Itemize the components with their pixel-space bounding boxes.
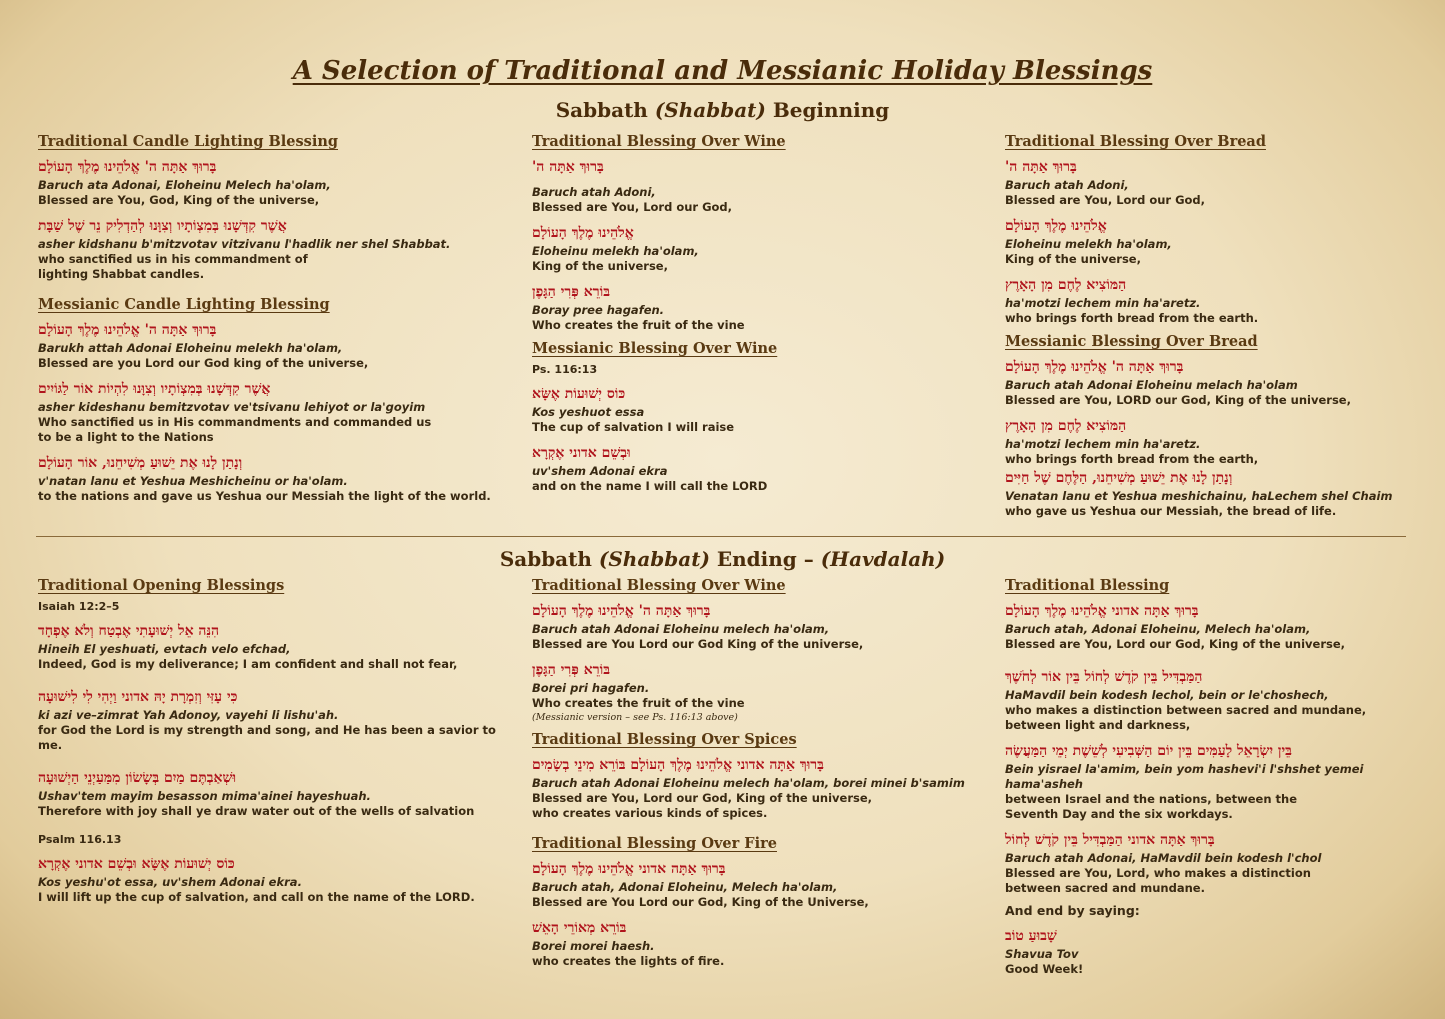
hebrew-line: הַמַּבְדִּיל בֵּין קֹדֶשׁ לְחוֹל בֵּין אוֹר לְחֹשֶׁךְ — [1005, 669, 1203, 685]
transliteration: Baruch atah Adonai Eloheinu melech ha'olam, — [532, 622, 830, 636]
transliteration: Bein yisrael la'amim, bein yom hashevi'i l'shshet yemei hama'asheh — [1005, 762, 1364, 791]
translation: who creates the lights of fire. — [532, 954, 725, 968]
transliteration: Baruch atah, Adonai Eloheinu, Melech ha'olam, — [1005, 622, 1311, 636]
note: (Messianic version – see Ps. 116:13 above) — [532, 712, 738, 723]
transliteration: Barukh attah Adonai Eloheinu melekh ha'olam, — [38, 341, 343, 355]
column-candle-lighting — [38, 133, 508, 504]
transliteration: Baruch atah Adonai, HaMavdil bein kodesh l'chol — [1005, 851, 1322, 865]
translation: to be a light to the Nations — [38, 430, 214, 444]
hebrew-line: וּבְשֵׁם אדוני אֶקְרָא — [532, 445, 631, 461]
hebrew-line: וְנָתַן לָנוּ אֶת יֵשׁוּעַ מְשִׁיחֵנוּ, הַלֶּחֶם שֶׁל חַיִּים — [1005, 470, 1233, 486]
translation: Seventh Day and the six workdays. — [1005, 807, 1233, 821]
heading-traditional-wine: Traditional Blessing Over Wine — [532, 133, 786, 150]
hebrew-line: הַמּוֹצִיא לֶחֶם מִן הָאָרֶץ — [1005, 418, 1127, 434]
column-havdalah-wine-spices-fire — [532, 577, 972, 969]
hebrew-line: בָּרוּךְ אַתָּה ה' — [532, 159, 604, 175]
hebrew-line: הִנֵּה אֵל יְשׁוּעָתִי אֶבְטַח וְלֹא אֶפְחָד — [38, 623, 220, 639]
translation: between Israel and the nations, between the — [1005, 792, 1298, 806]
translation: who gave us Yeshua our Messiah, the bread of life. — [1005, 504, 1337, 518]
translation: King of the universe, — [1005, 252, 1141, 266]
column-opening-blessings — [38, 577, 508, 905]
page-title: A Selection of Traditional and Messianic Holiday Blessings — [292, 56, 1153, 86]
translation: Therefore with joy shall ye draw water out of the wells of salvation — [38, 804, 475, 818]
transliteration: asher kidshanu b'mitzvotav vitzivanu l'hadlik ner shel Shabbat. — [38, 237, 451, 251]
transliteration: HaMavdil bein kodesh lechol, bein or le'choshech, — [1005, 688, 1329, 702]
transliteration: Baruch atah Adoni, — [1005, 178, 1129, 192]
transliteration: Hineih El yeshuati, evtach velo efchad, — [38, 642, 291, 656]
scripture-reference: Ps. 116:13 — [532, 363, 598, 376]
hebrew-line: אֲשֶׁר קִדְּשָׁנוּ בְּמִצְוֹתָיו וְצִוָּנוּ לִהְיוֹת אוֹר לַגּוֹיִים — [38, 381, 271, 397]
hebrew-line: בָּרוּךְ אַתָּה אדוני אֱלֹהֵינוּ מֶלֶךְ הָעוֹלָם — [1005, 603, 1199, 619]
column-bread — [1005, 133, 1405, 519]
heading-havdalah-wine: Traditional Blessing Over Wine — [532, 577, 786, 594]
translation: Who creates the fruit of the vine — [532, 696, 745, 710]
hebrew-line: הַמּוֹצִיא לֶחֶם מִן הָאָרֶץ — [1005, 277, 1127, 293]
translation: Indeed, God is my deliverance; I am confident and shall not fear, — [38, 657, 458, 671]
hebrew-line: וּשְׁאַבְתֶּם מַיִם בְּשָׂשׂוֹן מִמַּעַיְנֵי הַיְשׁוּעָה — [38, 770, 237, 786]
translation: Blessed are You Lord our God King of the universe, — [532, 637, 864, 651]
translation: Blessed are You, Lord our God, — [1005, 193, 1206, 207]
translation: lighting Shabbat candles. — [38, 267, 205, 281]
heading-messianic-wine: Messianic Blessing Over Wine — [532, 340, 778, 357]
hebrew-line: כּוֹס יְשׁוּעוֹת אֶשָּׂא וּבְשֵׁם אדוני אֶקְרָא — [38, 856, 235, 872]
hebrew-line: בָּרוּךְ אַתָּה ה' אֱלֹהֵינוּ מֶלֶךְ הָעוֹלָם — [1005, 359, 1184, 375]
transliteration: uv'shem Adonai ekra — [532, 464, 668, 478]
transliteration: Baruch atah Adoni, — [532, 185, 656, 199]
translation: Who creates the fruit of the vine — [532, 318, 745, 332]
hebrew-line: בָּרוּךְ אַתָּה ה' אֱלֹהֵינוּ מֶלֶךְ הָעוֹלָם — [38, 159, 217, 175]
translation: for God the Lord is my strength and song, and He has been a savior to me. — [38, 723, 496, 752]
translation: between light and darkness, — [1005, 718, 1191, 732]
translation: who sanctified us in his commandment of — [38, 252, 308, 266]
hebrew-line: בּוֹרֵא פְּרִי הַגָּפֶן — [532, 662, 610, 678]
transliteration: Baruch ata Adonai, Eloheinu Melech ha'olam, — [38, 178, 331, 192]
hebrew-line: אֱלֹהֵינוּ מֶלֶךְ הָעוֹלָם — [532, 225, 634, 241]
section-divider — [36, 536, 1406, 537]
translation: Blessed are You Lord our God, King of the Universe, — [532, 895, 869, 909]
transliteration: Venatan lanu et Yeshua meshichainu, haLechem shel Chaim — [1005, 489, 1393, 503]
translation: Blessed are You, Lord our God, — [532, 200, 733, 214]
transliteration: Kos yeshuot essa — [532, 405, 645, 419]
transliteration: Baruch atah, Adonai Eloheinu, Melech ha'olam, — [532, 880, 838, 894]
transliteration: asher kideshanu bemitzvotav ve'tsivanu lehiyot or la'goyim — [38, 400, 426, 414]
translation: Blessed are You, Lord our God, King of the universe, — [532, 791, 873, 805]
hebrew-line: בָּרוּךְ אַתָּה ה' — [1005, 159, 1077, 175]
translation: who creates various kinds of spices. — [532, 806, 768, 820]
translation: Blessed are You, God, King of the universe, — [38, 193, 320, 207]
hebrew-line: בָּרוּךְ אַתָּה אדוני הַמַּבְדִּיל בֵּין קֹדֶשׁ לְחוֹל — [1005, 832, 1215, 848]
heading-messianic-bread: Messianic Blessing Over Bread — [1005, 333, 1258, 350]
hebrew-line: שָׁבוּעַ טוֹב — [1005, 928, 1057, 944]
heading-fire: Traditional Blessing Over Fire — [532, 835, 777, 852]
hebrew-line: בָּרוּךְ אַתָּה אדוני אֱלֹהֵינוּ מֶלֶךְ הָעוֹלָם בּוֹרֵא מִינֵי בְשָׂמִים — [532, 757, 824, 773]
transliteration: Eloheinu melekh ha'olam, — [532, 244, 699, 258]
hebrew-line: בּוֹרֵא פְּרִי הַגָּפֶן — [532, 284, 610, 300]
transliteration: Borei pri hagafen. — [532, 681, 650, 695]
transliteration: Shavua Tov — [1005, 947, 1079, 961]
transliteration: ha'motzi lechem min ha'aretz. — [1005, 296, 1201, 310]
hebrew-line: אֲשֶׁר קִדְּשָׁנוּ בְּמִצְוֹתָיו וְצִוָּנוּ לְהַדְלִיק נֵר שֶׁל שַׁבָּת — [38, 218, 287, 234]
transliteration: Baruch atah Adonai Eloheinu melach ha'olam — [1005, 378, 1298, 392]
translation: who brings forth bread from the earth, — [1005, 452, 1259, 466]
hebrew-line: בָּרוּךְ אַתָּה אדוני אֱלֹהֵינוּ מֶלֶךְ הָעוֹלָם — [532, 861, 726, 877]
translation: and on the name I will call the LORD — [532, 479, 768, 493]
section-title-beginning: Sabbath (Shabbat) Beginning — [555, 98, 890, 122]
scripture-reference: Isaiah 12:2–5 — [38, 600, 120, 613]
translation: I will lift up the cup of salvation, and call on the name of the LORD. — [38, 890, 475, 904]
column-wine — [532, 133, 962, 494]
translation: Blessed are You, Lord our God, King of the universe, — [1005, 637, 1346, 651]
hebrew-line: כּוֹס יְשׁוּעוֹת אֶשָּׂא — [532, 386, 626, 402]
translation: to the nations and gave us Yeshua our Messiah the light of the world. — [38, 489, 491, 503]
closing-instruction: And end by saying: — [1005, 903, 1140, 918]
translation: who brings forth bread from the earth. — [1005, 311, 1259, 325]
hebrew-line: וְנָתַן לָנוּ אֶת יֵשׁוּעַ מְשִׁיחֵנוּ, אוֹר הָעוֹלָם — [38, 455, 243, 471]
heading-spices: Traditional Blessing Over Spices — [532, 731, 797, 748]
translation: King of the universe, — [532, 259, 668, 273]
translation: Blessed are you Lord our God king of the universe, — [38, 356, 369, 370]
heading-traditional-candle: Traditional Candle Lighting Blessing — [38, 133, 339, 150]
hebrew-line: אֱלֹהֵינוּ מֶלֶךְ הָעוֹלָם — [1005, 218, 1107, 234]
scripture-reference: Psalm 116.13 — [38, 833, 122, 846]
hebrew-line: בָּרוּךְ אַתָּה ה' אֱלֹהֵינוּ מֶלֶךְ הָעוֹלָם — [38, 322, 217, 338]
transliteration: Ushav'tem mayim besasson mima'ainei hayeshuah. — [38, 789, 371, 803]
column-havdalah-traditional — [1005, 577, 1415, 977]
transliteration: ki azi ve–zimrat Yah Adonoy, vayehi li lishu'ah. — [38, 708, 339, 722]
heading-opening-blessings: Traditional Opening Blessings — [38, 577, 285, 594]
transliteration: Borei morei haesh. — [532, 939, 655, 953]
heading-traditional-bread: Traditional Blessing Over Bread — [1005, 133, 1266, 150]
translation: Blessed are You, Lord, who makes a distinction — [1005, 866, 1311, 880]
transliteration: v'natan lanu et Yeshua Meshicheinu or ha'olam. — [38, 474, 348, 488]
translation: between sacred and mundane. — [1005, 881, 1205, 895]
translation: Good Week! — [1005, 962, 1084, 976]
translation: The cup of salvation I will raise — [532, 420, 735, 434]
transliteration: ha'motzi lechem min ha'aretz. — [1005, 437, 1201, 451]
hebrew-line: בֵּין יִשְׂרָאֵל לָעַמִּים בֵּין יוֹם הַשְּׁבִיעִי לְשֵׁשֶׁת יְמֵי הַמַּעֲשֶׂה — [1005, 743, 1292, 759]
transliteration: Eloheinu melekh ha'olam, — [1005, 237, 1172, 251]
hebrew-line: בּוֹרֵא מְאוֹרֵי הָאֵשׁ — [532, 920, 627, 936]
transliteration: Baruch atah Adonai Eloheinu melech ha'olam, borei minei b'samim — [532, 776, 965, 790]
heading-messianic-candle: Messianic Candle Lighting Blessing — [38, 296, 330, 313]
hebrew-line: כִּי עָזִּי וְזִמְרָת יָהּ אדוני וַיְהִי לִי לִישׁוּעָה — [38, 689, 238, 705]
translation: who makes a distinction between sacred and mundane, — [1005, 703, 1367, 717]
translation: Who sanctified us in His commandments and commanded us — [38, 415, 432, 429]
heading-traditional-blessing: Traditional Blessing — [1005, 577, 1170, 594]
transliteration: Kos yeshu'ot essa, uv'shem Adonai ekra. — [38, 875, 302, 889]
transliteration: Boray pree hagafen. — [532, 303, 665, 317]
translation: Blessed are You, LORD our God, King of the universe, — [1005, 393, 1351, 407]
hebrew-line: בָּרוּךְ אַתָּה ה' אֱלֹהֵינוּ מֶלֶךְ הָעוֹלָם — [532, 603, 711, 619]
section-title-ending: Sabbath (Shabbat) Ending – (Havdalah) — [499, 547, 946, 571]
